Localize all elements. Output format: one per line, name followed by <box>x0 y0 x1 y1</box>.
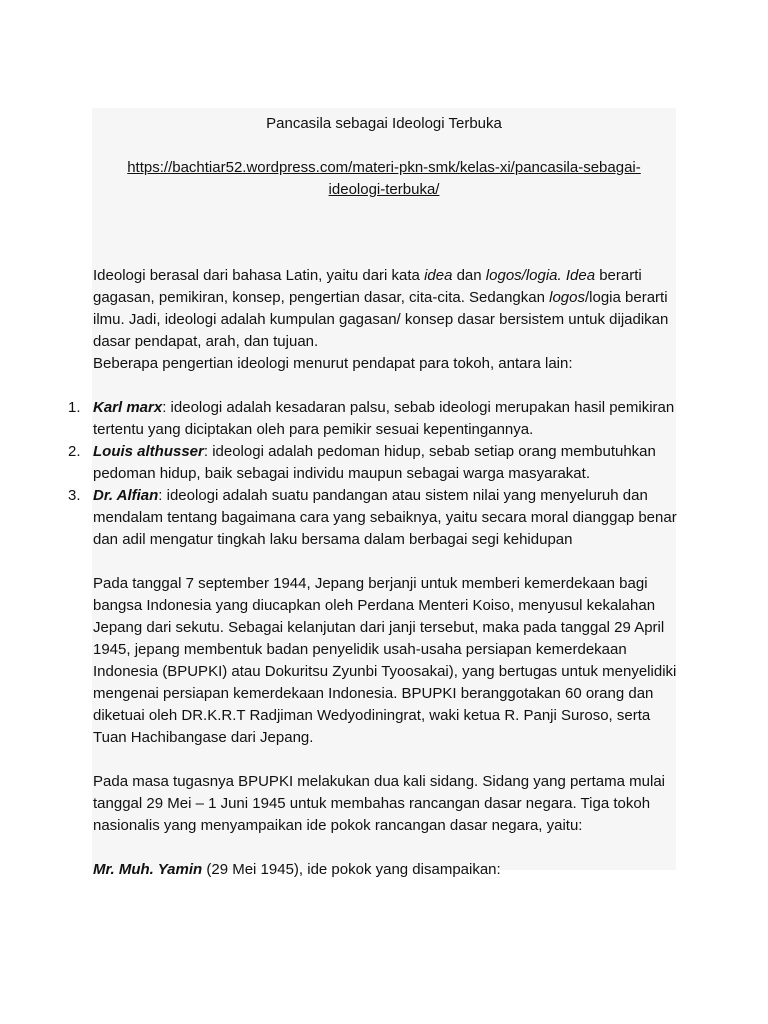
list-item <box>0 441 700 485</box>
definition-text: : ideologi adalah suatu pandangan atau sistem nilai yang menyeluruh dan mendalam tentang bagaimana cara yang sebaiknya, yaitu secara moral dianggap benar dan adil mengatur tingkah laku bersama dalam berbagai segi kehidupan <box>93 487 677 548</box>
history-paragraph: Pada tanggal 7 september 1944, Jepang berjanji untuk memberi kemerdekaan bagi bangsa Indonesia yang diucapkan oleh Perdana Menteri Koiso, menyusul kekalahan Jepang dari sekutu. Sebagai kelanjutan dari janji tersebut, maka pada tanggal 29 April 1945, jepang membentuk badan penyelidik usah-usaha persiapan kemerdekaan Indonesia (BPUPKI) atau Dokuritsu Zyunbi Tyoosakai), yang bertugas untuk menyelidiki mengenai persiapan kemerdekaan Indonesia. BPUPKI beranggotakan 60 orang dan diketuai oleh DR.K.R.T Radjiman Wedyodiningrat, waki ketua R. Panji Suroso, serta Tuan Hachibangase dari Jepang. <box>93 575 677 746</box>
list-item <box>0 397 700 441</box>
yamin-heading <box>93 859 683 881</box>
author-name: Karl marx <box>93 399 163 416</box>
yamin-name: Mr. Muh. Yamin <box>93 861 203 878</box>
list-item <box>0 485 700 551</box>
tokoh-intro-line: Beberapa pengertian ideologi menurut pendapat para tokoh, antara lain: <box>93 355 573 372</box>
yamin-text: (29 Mei 1945), ide pokok yang disampaikan: <box>202 861 501 878</box>
intro-paragraph: Ideologi berasal dari bahasa Latin, yaitu dari kata idea dan logos/logia. Idea berarti gagasan, pemikiran, konsep, pengertian dasar, cita-cita. Sedangkan logos/logia berarti ilmu. Jadi, ideologi adalah kumpulan gagasan/ konsep dasar bersistem untuk dijadikan dasar pendapat, arah, dan tujuan. <box>93 267 669 350</box>
sidang-paragraph: Pada masa tugasnya BPUPKI melakukan dua kali sidang. Sidang yang pertama mulai tanggal 29 Mei – 1 Juni 1945 untuk membahas rancangan dasar negara. Tiga tokoh nasionalis yang menyampaikan ide pokok rancangan dasar negara, yaitu: <box>93 773 665 834</box>
definition-text: : ideologi adalah kesadaran palsu, sebab ideologi merupakan hasil pemikiran tertentu yang diciptakan oleh para pemikir sesuai kepentingannya. <box>93 399 675 438</box>
author-name: Dr. Alfian <box>93 487 159 504</box>
author-name: Louis althusser <box>93 443 204 460</box>
document-title: Pancasila sebagai Ideologi Terbuka <box>266 115 502 132</box>
definition-text: : ideologi adalah pedoman hidup, sebab setiap orang membutuhkan pedoman hidup, baik sebagai individu maupun sebagai warga masyarakat. <box>93 443 656 482</box>
list-number: 2. <box>68 443 81 460</box>
list-number: 1. <box>68 399 81 416</box>
list-number: 3. <box>68 487 81 504</box>
definitions-list <box>0 397 700 551</box>
source-link[interactable]: https://bachtiar52.wordpress.com/materi-pkn-smk/kelas-xi/pancasila-sebagai-ideologi-terbuka/ <box>127 159 641 198</box>
